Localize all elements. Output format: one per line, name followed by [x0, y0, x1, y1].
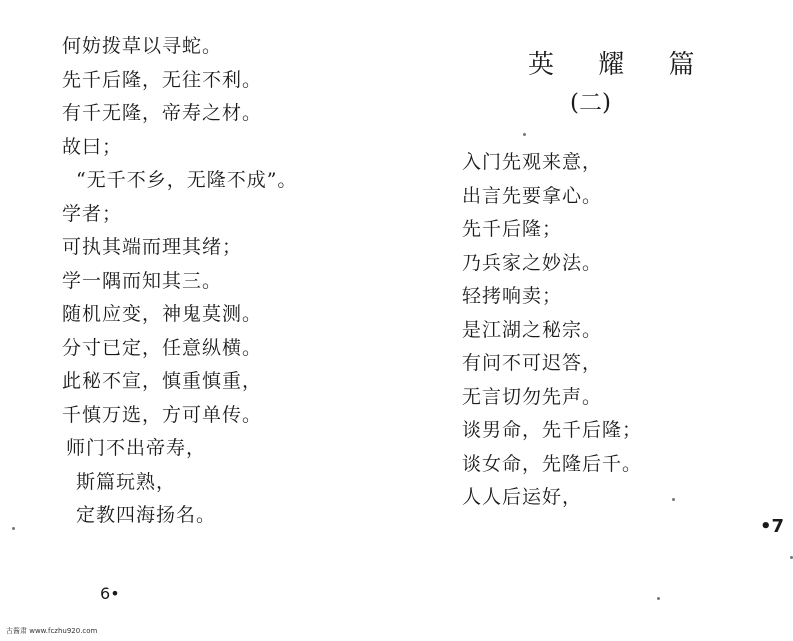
scan-speck	[523, 133, 526, 136]
page-number-dot: •	[110, 584, 120, 603]
text-line: 千慎万选，方可单传。	[62, 403, 263, 426]
page-number-left	[100, 584, 120, 603]
text-line: 此秘不宣，慎重慎重，	[62, 370, 263, 392]
text-line: 轻拷响卖；	[462, 285, 563, 307]
scan-speck	[657, 597, 660, 600]
text-line: 可执其端而理其绪；	[62, 236, 243, 258]
text-line: 定教四海扬名。	[76, 504, 217, 526]
text-line: 故曰；	[62, 135, 123, 158]
text-line: 出言先要拿心。	[462, 184, 603, 207]
text-line: 乃兵家之妙法。	[462, 251, 603, 274]
text-line: 有千无隆，帝寿之材。	[62, 102, 263, 124]
scan-speck	[12, 527, 15, 530]
page-number-value: 6	[100, 584, 111, 603]
page-number-value: 7	[771, 516, 785, 537]
section-title	[510, 44, 700, 81]
right-page-text	[462, 146, 762, 515]
section-subtitle: (二)	[570, 90, 611, 116]
text-line: 先千后隆，无往不利。	[62, 68, 263, 91]
text-line: 谈女命，先隆后千。	[462, 452, 643, 475]
text-line: 人人后运好，	[462, 486, 583, 508]
scan-speck	[672, 498, 675, 501]
text-line: 无言切勿先声。	[462, 385, 603, 408]
text-line: 入门先观来意，	[462, 151, 603, 173]
text-line: 何妨拨草以寻蛇。	[62, 35, 223, 57]
text-line: 谈男命，先千后隆；	[462, 419, 643, 441]
text-line: 随机应变，神鬼莫测。	[62, 303, 263, 325]
page-number-right	[760, 516, 784, 537]
text-line: 学者；	[62, 202, 123, 225]
page-number-dot: •	[760, 516, 772, 537]
left-page-text	[62, 30, 392, 533]
title-char: 英	[527, 50, 554, 80]
text-line: 斯篇玩熟，	[76, 470, 177, 493]
text-line: 分寸已定，任意纵横。	[62, 336, 263, 359]
text-line: 先千后隆；	[462, 218, 563, 240]
text-line: 学一隅而知其三。	[62, 269, 223, 292]
title-char: 耀	[598, 50, 625, 80]
text-line: 是江湖之秘宗。	[462, 318, 603, 341]
title-char: 篇	[668, 50, 695, 80]
text-line: 师门不出帝寿，	[66, 437, 207, 459]
text-line: “无千不乡，无隆不成”。	[76, 169, 298, 191]
watermark-text: 古酱肃 www.fczhu920.com	[6, 627, 98, 635]
text-line: 有问不可迟答，	[462, 352, 603, 374]
